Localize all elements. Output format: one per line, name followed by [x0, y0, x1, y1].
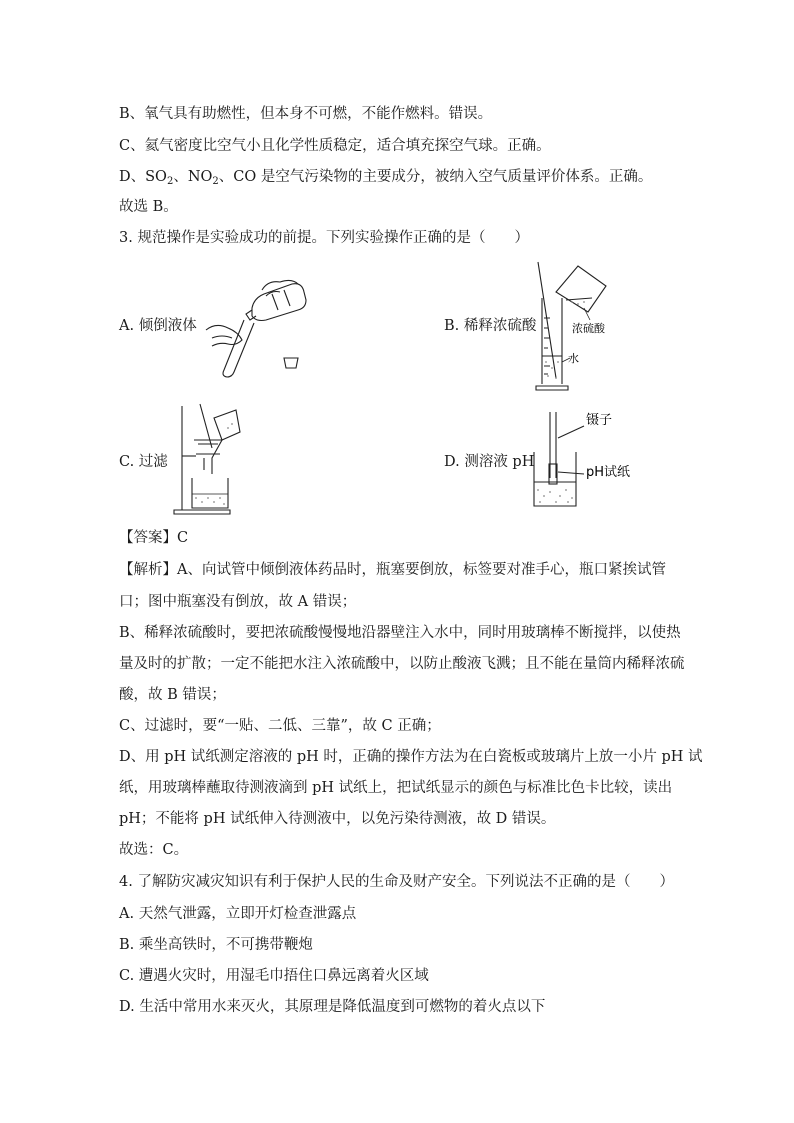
filtration-figure [170, 400, 260, 518]
q3-analysis-line: pH；不能将 pH 试纸伸入待测液中，以免污染待测液，故 D 错误。 [119, 811, 556, 827]
q3-analysis-line: 【解析】A、向试管中倾倒液体药品时，瓶塞要倒放，标签要对准手心，瓶口紧挨试管 [119, 562, 666, 578]
q2-choose: 故选 B。 [119, 199, 178, 215]
ph-test-figure [530, 408, 650, 518]
q4-option-c: C. 遭遇火灾时，用湿毛巾捂住口鼻远离着火区域 [119, 968, 429, 984]
q4-option-a: A. 天然气泄露，立即开灯检查泄露点 [119, 906, 357, 922]
q3-answer: 【答案】C [119, 530, 189, 546]
q2-explain-d: D、$SO_2$、$NO_2$、CO 是空气污染物的主要成分，被纳入空气质量评价体系。正确。 [119, 169, 653, 187]
q3-analysis-line: B、稀释浓硫酸时，要把浓硫酸慢慢地沿器壁注入水中，同时用玻璃棒不断搅拌，以使热 [119, 625, 681, 641]
q3-choose: 故选：C。 [119, 842, 189, 858]
dilute-acid-figure [522, 258, 642, 394]
q2-explain-b: B、氧气具有助燃性，但本身不可燃，不能作燃料。错误。 [119, 106, 493, 122]
q3-option-d: D. 测溶液 pH [444, 454, 535, 470]
q4-stem: 4. 了解防灾减灾知识有利于保护人民的生命及财产安全。下列说法不正确的是（ ） [119, 874, 674, 890]
q3-option-c: C. 过滤 [119, 454, 168, 470]
q2-explain-c: C、氦气密度比空气小且化学性质稳定，适合填充探空气球。正确。 [119, 138, 551, 154]
q3-analysis-line: C、过滤时，要“一贴、二低、三靠”，故 C 正确； [119, 718, 441, 734]
pouring-liquid-figure [192, 270, 312, 380]
q3-stem: 3. 规范操作是实验成功的前提。下列实验操作正确的是（ ） [119, 230, 529, 246]
q3-option-a: A. 倾倒液体 [119, 318, 197, 334]
tweezers-label: 镊子 [586, 413, 613, 428]
ph-paper-label: pH试纸 [586, 465, 631, 480]
q3-analysis-line: 酸，故 B 错误； [119, 687, 226, 703]
q4-option-d: D. 生活中常用水来灭火，其原理是降低温度到可燃物的着火点以下 [119, 999, 546, 1015]
q4-option-b: B. 乘坐高铁时，不可携带鞭炮 [119, 937, 313, 953]
q3-analysis-line: D、用 pH 试纸测定溶液的 pH 时，正确的操作方法为在白瓷板或玻璃片上放一小片 pH 试 [119, 749, 703, 765]
q3-analysis-line: 口；图中瓶塞没有倒放，故 A 错误； [119, 594, 357, 610]
q3-analysis-line: 量及时的扩散；一定不能把水注入浓硫酸中，以防止酸液飞溅；且不能在量筒内稀释浓硫 [119, 656, 685, 672]
q3-option-b: B. 稀释浓硫酸 [444, 318, 537, 334]
water-label: 水 [568, 352, 579, 365]
conc-acid-label: 浓硫酸 [572, 322, 605, 335]
q3-analysis-line: 纸，用玻璃棒蘸取待测液滴到 pH 试纸上，把试纸显示的颜色与标准比色卡比较，读出 [119, 780, 673, 796]
